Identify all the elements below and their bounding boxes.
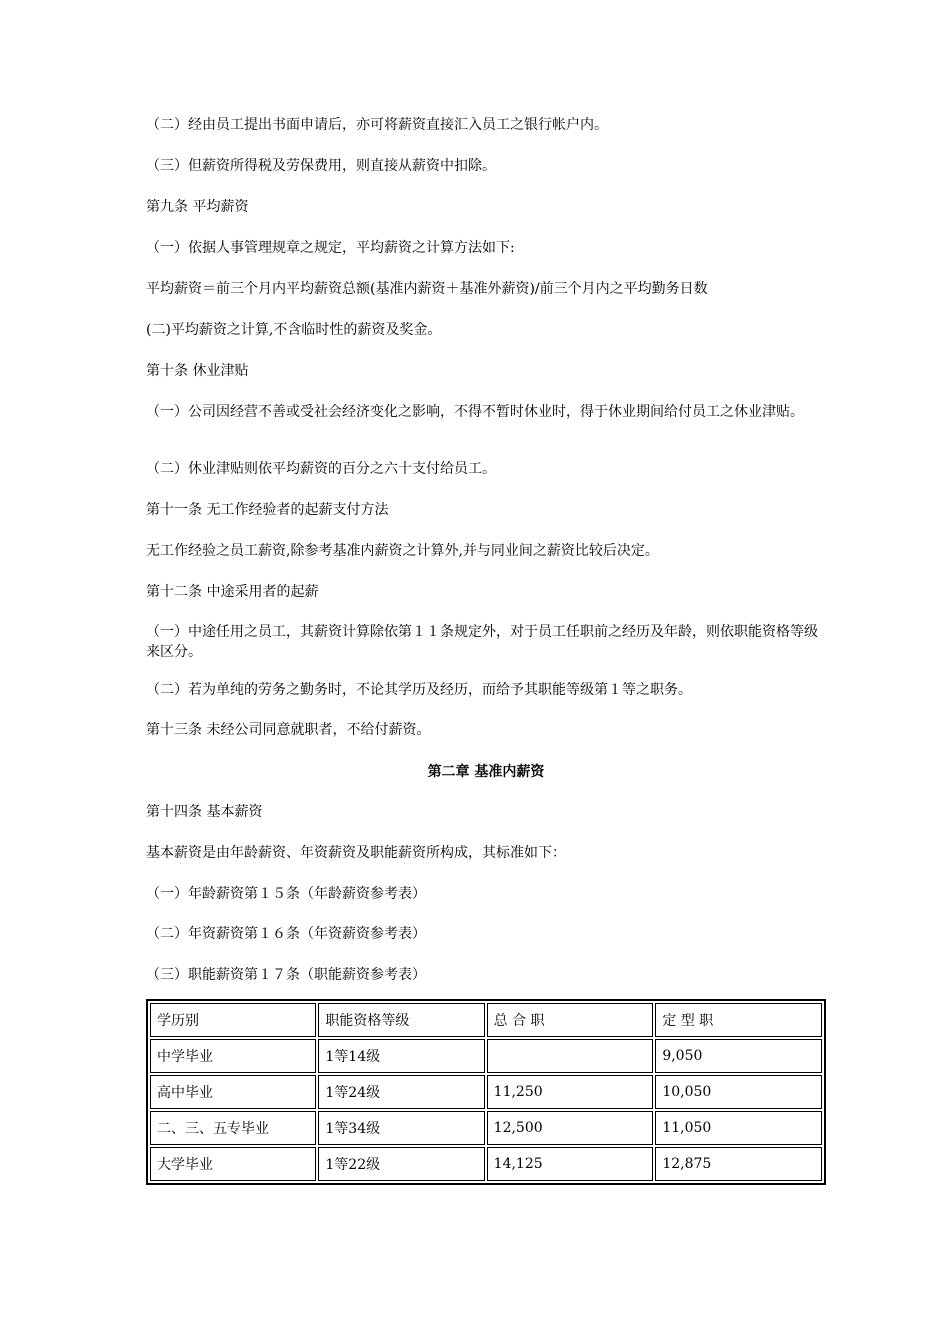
table-cell: 11,250 [487,1075,654,1109]
table-cell: 高中毕业 [150,1075,316,1109]
paragraph: 无工作经验之员工薪资,除参考基准内薪资之计算外,并与同业间之薪资比较后决定。 [146,543,659,559]
table-row [150,1039,822,1073]
table-cell: 12,875 [655,1147,822,1181]
table-cell: 二、三、五专毕业 [150,1111,316,1145]
table-cell: 1等22级 [318,1147,484,1181]
table-row [150,1147,822,1181]
table-cell: 11,050 [655,1111,822,1145]
paragraph: （一）中途任用之员工，其薪资计算除依第１１条规定外，对于员工任职前之经历及年龄，则依职能资格等级来区分。 [146,624,818,660]
article-heading: 第十一条 无工作经验者的起薪支付方法 [146,502,389,518]
table-header-cell: 总 合 职 [487,1003,654,1037]
paragraph: （一）依据人事管理规章之规定，平均薪资之计算方法如下: [146,240,515,256]
article-heading: 第十条 休业津贴 [146,363,249,379]
table-cell: 1等14级 [318,1039,484,1073]
table-header-cell: 定 型 职 [655,1003,822,1037]
table-cell: 12,500 [487,1111,654,1145]
paragraph: （三）但薪资所得税及劳保费用，则直接从薪资中扣除。 [146,158,496,174]
paragraph: （二）休业津贴则依平均薪资的百分之六十支付给员工。 [146,461,496,477]
salary-table [146,999,826,1185]
paragraph: （二）若为单纯的劳务之勤务时，不论其学历及经历，而给予其职能等级第１等之职务。 [146,682,692,698]
table-cell: 中学毕业 [150,1039,316,1073]
table-row [150,1075,822,1109]
paragraph: （一）年龄薪资第１５条（年龄薪资参考表） [146,886,426,902]
formula-paragraph: 平均薪资＝前三个月内平均薪资总额(基准内薪资＋基准外薪资)/前三个月内之平均勤务日数 [146,281,708,297]
paragraph: （三）职能薪资第１７条（职能薪资参考表） [146,967,426,983]
article-heading: 第十三条 未经公司同意就职者，不给付薪资。 [146,722,431,738]
table-header-row [150,1003,822,1037]
table-cell: 14,125 [487,1147,654,1181]
table-cell [487,1039,654,1073]
paragraph: （一）公司因经营不善或受社会经济变化之影响，不得不暂时休业时，得于休业期间给付员工之休业津贴。 [146,404,804,420]
paragraph: 基本薪资是由年龄薪资、年资薪资及职能薪资所构成，其标准如下： [146,845,566,861]
article-heading: 第九条 平均薪资 [146,199,249,215]
table-cell: 9,050 [655,1039,822,1073]
article-heading: 第十二条 中途采用者的起薪 [146,584,319,600]
paragraph: (二)平均薪资之计算,不含临时性的薪资及奖金。 [146,322,442,338]
article-heading: 第十四条 基本薪资 [146,804,263,820]
chapter-heading: 第二章 基准内薪资 [427,764,545,780]
table-header-cell: 职能资格等级 [318,1003,484,1037]
table-header-cell: 学历别 [150,1003,316,1037]
table-cell: 大学毕业 [150,1147,316,1181]
table-cell: 1等24级 [318,1075,484,1109]
table-cell: 10,050 [655,1075,822,1109]
paragraph: （二）年资薪资第１６条（年资薪资参考表） [146,926,426,942]
table-cell: 1等34级 [318,1111,484,1145]
table-row [150,1111,822,1145]
paragraph: （二）经由员工提出书面申请后，亦可将薪资直接汇入员工之银行帐户内。 [146,117,608,133]
